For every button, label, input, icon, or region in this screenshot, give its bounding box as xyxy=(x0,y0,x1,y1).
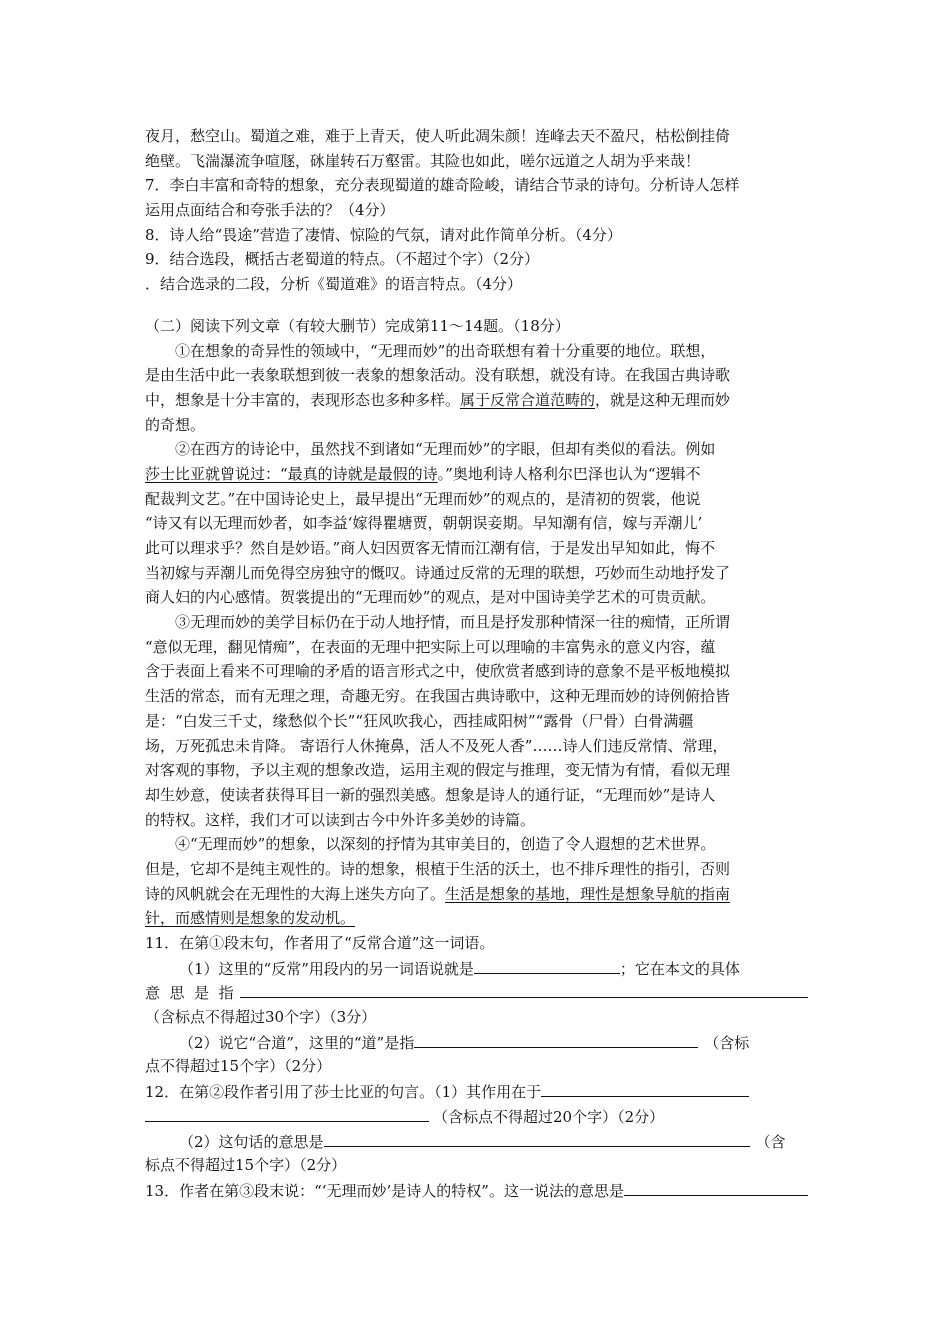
paragraph-line: 生活的常态，而有无理之理，奇趣无穷。在我国古典诗歌中，这种无理而妙的诗例俯拾皆 xyxy=(145,687,731,706)
answer-blank[interactable] xyxy=(624,1178,808,1196)
poem-line: 夜月，愁空山。蜀道之难，难于上青天，使人听此凋朱颜！连峰去天不盈尺，枯松倒挂倚 xyxy=(145,127,731,145)
paragraph-line: 是由生活中此一表象联想到彼一表象的想象活动。没有联想，就没有诗。在我国古典诗歌 xyxy=(145,366,731,385)
question-11 xyxy=(145,931,808,1079)
paragraph-line: 场，万死孤忠未肯降。 寄语行人休掩鼻，活人不及死人香”……诗人们违反常情、常理， xyxy=(145,736,728,755)
question-text: 13．作者在第③段末说：“‘无理而妙’是诗人的特权”。这一说法的意思是 xyxy=(145,1181,624,1200)
poem-excerpt xyxy=(145,124,808,173)
section-heading: （二）阅读下列文章（有较大删节）完成第11～14题。（18分） xyxy=(145,316,570,335)
question-line xyxy=(145,1129,808,1154)
paragraph-line: 此可以理求乎？然自是妙语。”商人妇因贾客无情而江潮有信，于是发出早知如此，悔不 xyxy=(145,539,716,557)
question-line xyxy=(145,1104,808,1129)
question-7-line: 7．李白丰富和奇特的想象，充分表现蜀道的雄奇险峻，请结合节录的诗句。分析诗人怎样 xyxy=(145,176,740,195)
question-13 xyxy=(145,1178,808,1203)
paragraph-line xyxy=(145,388,808,413)
question-line: 点不得超过15个字）（2分） xyxy=(145,1057,332,1076)
paragraph-line: “诗又有以无理而妙者，如李益‘嫁得瞿塘贾，朝朝误妾期。早知潮有信，嫁与弄潮儿’ xyxy=(145,514,703,533)
underlined-text: 属于反常合道范畴的 xyxy=(460,390,596,409)
text-run: ，就是这种无理而妙 xyxy=(595,390,731,409)
question-line: 标点不得超过15个字）（2分） xyxy=(145,1156,347,1175)
underlined-text: 针，而感情则是想象的发动机。 xyxy=(145,909,356,928)
question-text: （含标 xyxy=(704,1033,750,1052)
paragraph-line: 商人妇的内心感情。贺裳提出的“无理而妙”的观点，是对中国诗美学艺术的可贵贡献。 xyxy=(145,588,716,607)
paragraph-line: ④“无理而妙”的想象，以深刻的抒情为其审美目的，创造了令人遐想的艺术世界。 xyxy=(175,835,716,854)
paragraph-line: 但是，它却不是纯主观性的。诗的想象，根植于生活的沃土，也不排斥理性的指引，否则 xyxy=(145,859,731,878)
paragraph-3 xyxy=(145,610,808,832)
paragraph-line: 的奇想。 xyxy=(145,415,206,434)
question-text: （含标点不得超过20个字）（2分） xyxy=(433,1107,665,1126)
paragraph-1 xyxy=(145,339,808,438)
question-text: ；它在本文的具体 xyxy=(619,959,740,978)
paragraph-line: ③无理而妙的美学目标仍在于动人地抒情，而且是抒发那种情深一往的痴情，正所谓 xyxy=(175,613,731,632)
question-line xyxy=(145,1079,808,1104)
paragraph-line: “意似无理，翻见情痴”，在表面的无理中把实际上可以理喻的丰富隽永的意义内容，蕴 xyxy=(145,637,716,656)
answer-blank[interactable] xyxy=(145,1104,429,1122)
document-page xyxy=(145,124,808,1203)
question-group-1 xyxy=(145,173,808,296)
paragraph-line: 当初嫁与弄潮儿而免得空房独守的慨叹。诗通过反常的无理的联想，巧妙而生动地抒发了 xyxy=(145,563,731,582)
question-12 xyxy=(145,1079,808,1178)
question-text: （2）这句话的意思是 xyxy=(179,1132,324,1151)
question-text: 12．在第②段作者引用了莎士比亚的句言。（1）其作用在于 xyxy=(145,1083,542,1102)
answer-blank[interactable] xyxy=(474,956,620,974)
question-text: 意 思 是 指 xyxy=(145,984,234,1003)
question-text: （2）说它“合道”，这里的“道”是指 xyxy=(179,1033,415,1052)
question-stem: 11．在第①段末句，作者用了“反常合道”这一词语。 xyxy=(145,934,495,952)
paragraph-line: ②在西方的诗论中，虽然找不到诸如“无理而妙”的字眼，但却有类似的看法。例如 xyxy=(175,440,716,459)
question-text: （含 xyxy=(755,1132,786,1151)
question-7-line: 运用点面结合和夸张手法的？（4分） xyxy=(145,201,395,220)
answer-blank[interactable] xyxy=(324,1129,750,1147)
paragraph-line: 含于表面上看来不可理喻的矛盾的语言形式之中，使欣赏者感到诗的意象不是平板地模拟 xyxy=(145,662,731,681)
underlined-text: 生活是想象的基地，理性是想象导航的指南 xyxy=(445,884,731,903)
question-line xyxy=(145,956,808,981)
question-10: ．结合选录的二段，分析《蜀道难》的语言特点。（4分） xyxy=(145,275,523,294)
question-line: （含标点不得超过30个字）（3分） xyxy=(145,1008,377,1027)
paragraph-line: 却生妙意，使读者获得耳目一新的强烈美感。想象是诗人的通行证，“无理而妙”是诗人 xyxy=(145,785,716,804)
text-run: 中，想象是十分丰富的，表现形态也多种多样。 xyxy=(145,390,461,409)
question-8: 8．诗人给“畏途”营造了凄情、惊险的气氛，请对此作简单分析。（4分） xyxy=(145,225,622,244)
paragraph-line xyxy=(145,462,808,487)
paragraph-line: 对客观的事物，予以主观的想象改造，运用主观的假定与推理，变无情为有情，看似无理 xyxy=(145,761,731,780)
paragraph-4 xyxy=(145,832,808,931)
paragraph-line xyxy=(145,906,808,931)
question-line xyxy=(145,1030,808,1055)
question-line xyxy=(145,1178,808,1203)
paragraph-2 xyxy=(145,437,808,610)
paragraph-line xyxy=(145,882,808,907)
text-run: 诗的风帆就会在无理性的大海上迷失方向了。 xyxy=(145,884,446,903)
question-9: 9．结合选段，概括古老蜀道的特点。（不超过个字）（2分） xyxy=(145,250,540,269)
answer-blank[interactable] xyxy=(240,980,808,998)
paragraph-line: 的特权。这样，我们才可以读到古今中外许多美妙的诗篇。 xyxy=(145,810,536,829)
text-run: 。”奥地利诗人格利尔巴泽也认为“逻辑不 xyxy=(437,464,701,483)
underlined-text: 莎士比亚就曾说过：“最真的诗就是最假的诗 xyxy=(145,464,438,483)
paragraph-line: ①在想象的奇异性的领域中，“无理而妙”的出奇联想有着十分重要的地位。联想， xyxy=(175,341,716,360)
poem-line: 绝壁。飞湍瀑流争喧豗，砯崖转石万壑雷。其险也如此，嗟尔远道之人胡为乎来哉！ xyxy=(145,151,701,170)
question-text: （1）这里的“反常”用段内的另一词语说就是 xyxy=(179,959,474,978)
question-line xyxy=(145,980,808,1005)
paragraph-line: 是：“白发三千丈，缘愁似个长”“狂风吹我心，西挂咸阳树”“露骨（尸骨）白骨满疆 xyxy=(145,711,694,730)
answer-blank[interactable] xyxy=(541,1079,749,1097)
paragraph-line: 配裁判文艺。”在中国诗论史上，最早提出“无理而妙”的观点的，是清初的贺裳，他说 xyxy=(145,489,701,508)
answer-blank[interactable] xyxy=(414,1030,698,1048)
